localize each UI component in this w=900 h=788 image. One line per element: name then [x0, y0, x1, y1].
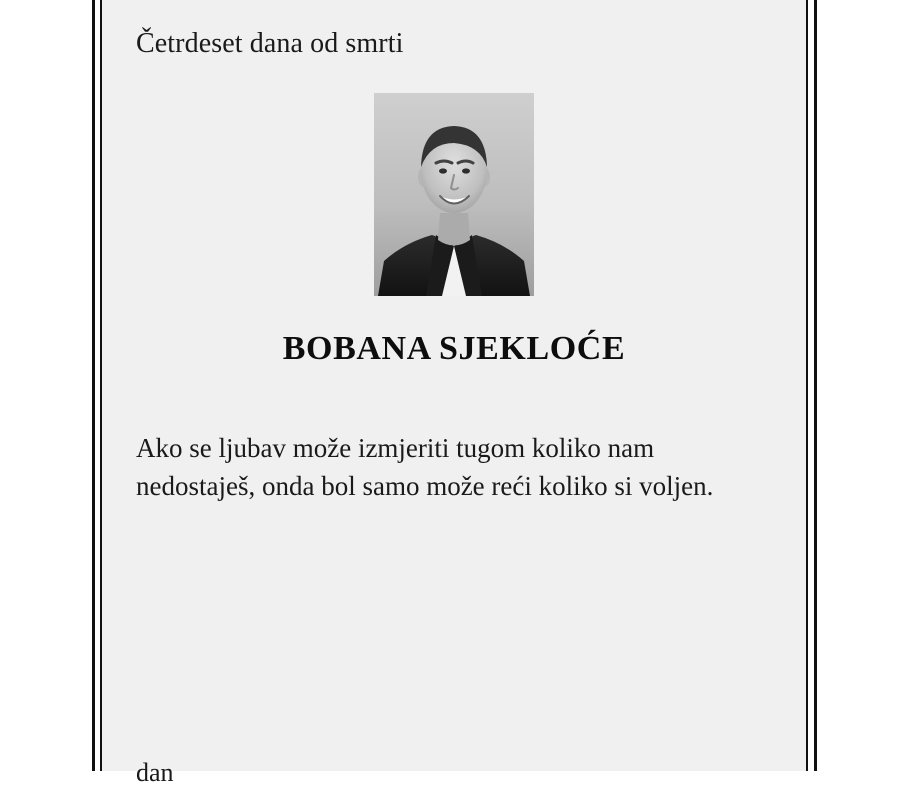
right-outer-border-rule [814, 0, 817, 771]
notice-kicker: Četrdeset dana od smrti [136, 28, 404, 59]
left-outer-border-rule [92, 0, 95, 771]
right-inner-border-rule [806, 0, 808, 771]
portrait-container [136, 93, 772, 296]
portrait-photo [374, 93, 534, 296]
next-section-partial-text: dan [136, 758, 174, 787]
obituary-notice-card [102, 0, 806, 787]
deceased-name: BOBANA SJEKLOĆE [282, 330, 626, 367]
memorial-verse: Ako se ljubav može izmjeriti tugom koliko nam nedostaješ, onda bol samo može reći koliko si voljen. [136, 433, 714, 501]
